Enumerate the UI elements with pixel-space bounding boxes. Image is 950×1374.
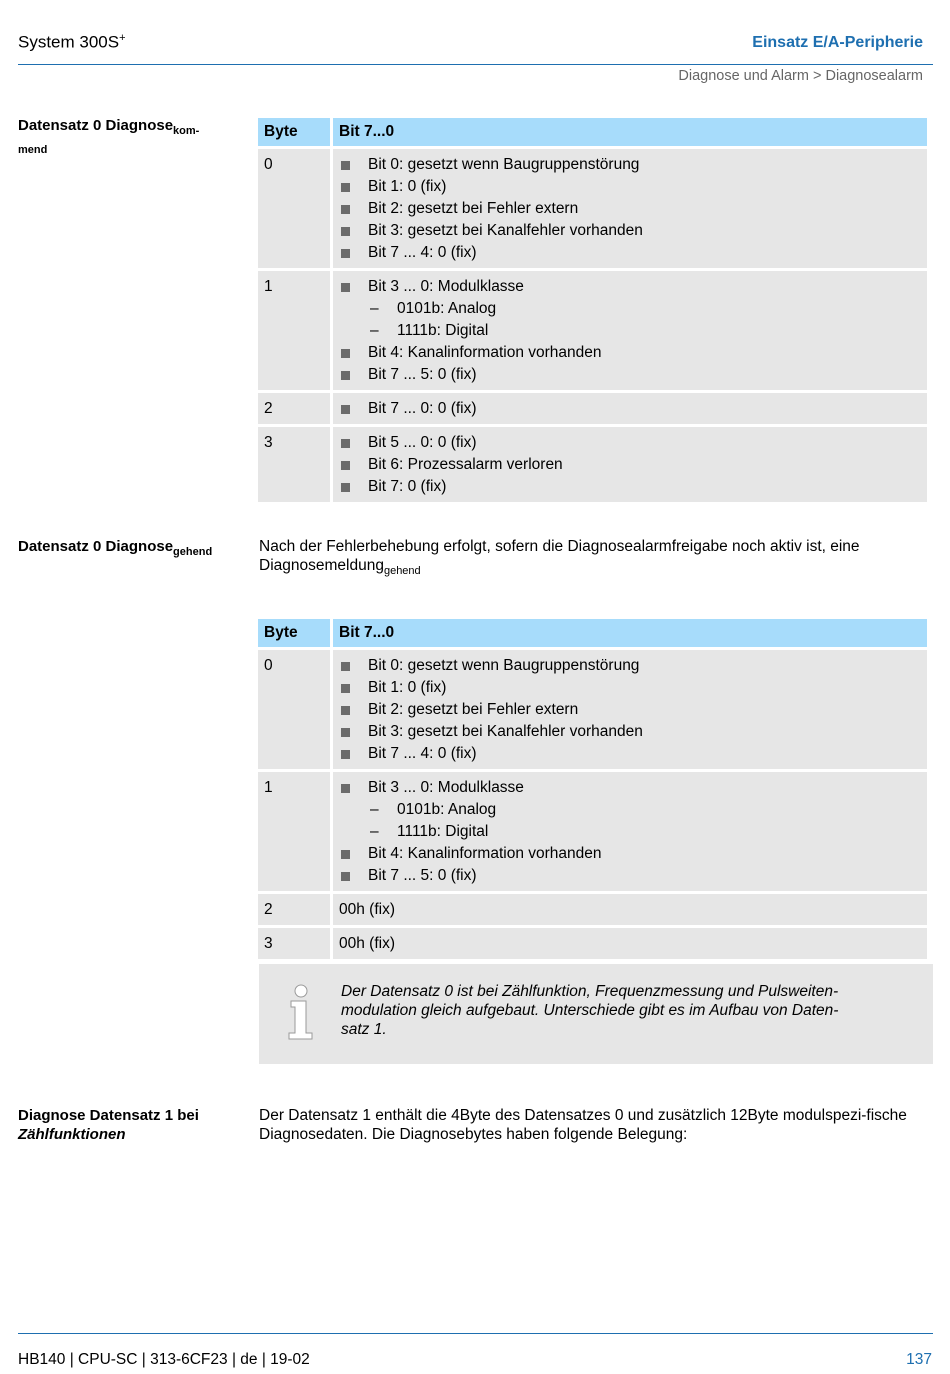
bits-cell [333,149,927,268]
list-item: Bit 7 ... 5: 0 (fix) [339,364,921,386]
section-label-line2: Zählfunktionen [18,1126,126,1143]
list-item: Bit 0: gesetzt wenn Baugruppenstörung [339,655,921,677]
bits-cell: 00h (fix) [333,928,927,959]
breadcrumb: Diagnose und Alarm > Diagnosealarm [678,68,923,84]
bits-cell: 00h (fix) [333,894,927,925]
section-label-main: Datensatz 0 Diagnose [18,538,174,555]
diag-table-kommend [255,115,930,505]
table-row [258,772,927,891]
table-header-row [258,619,927,647]
list-item: Bit 7 ... 5: 0 (fix) [339,865,921,887]
list-item: Bit 0: gesetzt wenn Baugruppenstörung [339,154,921,176]
table-row [258,271,927,390]
gehend-description-text: Nach der Fehlerbehebung erfolgt, sofern die Diagnosealarmfreigabe noch aktiv ist, eine Diagnosemeldung [259,538,860,574]
byte-cell: 3 [258,427,330,502]
section-label-sub: kom- [173,125,200,137]
list-item: Bit 2: gesetzt bei Fehler extern [339,198,921,220]
info-note [259,964,933,1064]
list-item: Bit 7 ... 4: 0 (fix) [339,743,921,765]
byte-cell: 3 [258,928,330,959]
list-item: Bit 1: 0 (fix) [339,176,921,198]
table-row [258,427,927,502]
bits-cell [333,271,927,390]
list-item: Bit 2: gesetzt bei Fehler extern [339,699,921,721]
section-label-main: Datensatz 0 Diagnose [18,117,174,134]
list-item: Bit 7 ... 4: 0 (fix) [339,242,921,264]
section-label-zaehl [18,1106,238,1144]
byte-cell: 0 [258,149,330,268]
note-line: modulation gleich aufgebaut. Unterschiede gibt es im Aufbau von Daten- [341,1002,839,1019]
sub-list-item: – 1111b: Digital [339,821,921,843]
table-row [258,149,927,268]
section-label-gehend [18,537,238,556]
list-item: Bit 6: Prozessalarm verloren [339,454,921,476]
table-row [258,650,927,769]
footer-doc-id: HB140 | CPU-SC | 313-6CF23 | de | 19-02 [18,1351,310,1368]
doc-title-sup: + [119,32,126,44]
gehend-description [259,537,931,581]
gehend-description-sub: gehend [383,565,421,578]
section-label-sub: gehend [173,546,213,558]
section-label-sub-cont: mend [18,144,48,156]
table-row [258,928,927,959]
byte-cell: 0 [258,650,330,769]
doc-title [18,32,126,53]
col-header-bits: Bit 7...0 [333,118,927,146]
table-header-row [258,118,927,146]
diag-table-gehend [255,616,930,962]
note-text [341,982,901,1039]
col-header-bits: Bit 7...0 [333,619,927,647]
sub-list-item: – 0101b: Analog [339,799,921,821]
bits-cell [333,427,927,502]
zaehl-description: Der Datensatz 1 enthält die 4Byte des Datensatzes 0 und zusätzlich 12Byte modulspezi-fische Diagnosedaten. Die Diagnosebytes haben folgende Belegung: [259,1107,907,1143]
list-item: Bit 7 ... 0: 0 (fix) [339,398,921,420]
section-label-line1: Diagnose Datensatz 1 bei [18,1107,199,1124]
byte-cell: 2 [258,393,330,424]
list-item: Bit 4: Kanalinformation vorhanden [339,342,921,364]
bits-cell [333,650,927,769]
byte-cell: 2 [258,894,330,925]
chapter-title: Einsatz E/A-Peripherie [752,34,923,51]
list-item: Bit 3: gesetzt bei Kanalfehler vorhanden [339,721,921,743]
byte-cell: 1 [258,271,330,390]
list-item: Bit 3 ... 0: Modulklasse [339,777,921,799]
doc-title-text: System 300S [18,32,120,52]
byte-cell: 1 [258,772,330,891]
col-header-byte: Byte [258,619,330,647]
note-line: Der Datensatz 0 ist bei Zählfunktion, Frequenzmessung und Pulsweiten- [341,983,839,1000]
sub-list-item: – 1111b: Digital [339,320,921,342]
section-label-kommend [18,116,238,160]
list-item: Bit 5 ... 0: 0 (fix) [339,432,921,454]
sub-list-item: – 0101b: Analog [339,298,921,320]
page-number: 137 [906,1351,932,1368]
bits-cell [333,393,927,424]
col-header-byte: Byte [258,118,330,146]
bits-cell [333,772,927,891]
list-item: Bit 3: gesetzt bei Kanalfehler vorhanden [339,220,921,242]
header-divider [18,64,933,65]
list-item: Bit 4: Kanalinformation vorhanden [339,843,921,865]
info-icon [285,984,317,1040]
list-item: Bit 1: 0 (fix) [339,677,921,699]
footer-divider [18,1333,933,1334]
list-item: Bit 7: 0 (fix) [339,476,921,498]
note-line: satz 1. [341,1021,387,1038]
table-row [258,894,927,925]
list-item: Bit 3 ... 0: Modulklasse [339,276,921,298]
table-row [258,393,927,424]
